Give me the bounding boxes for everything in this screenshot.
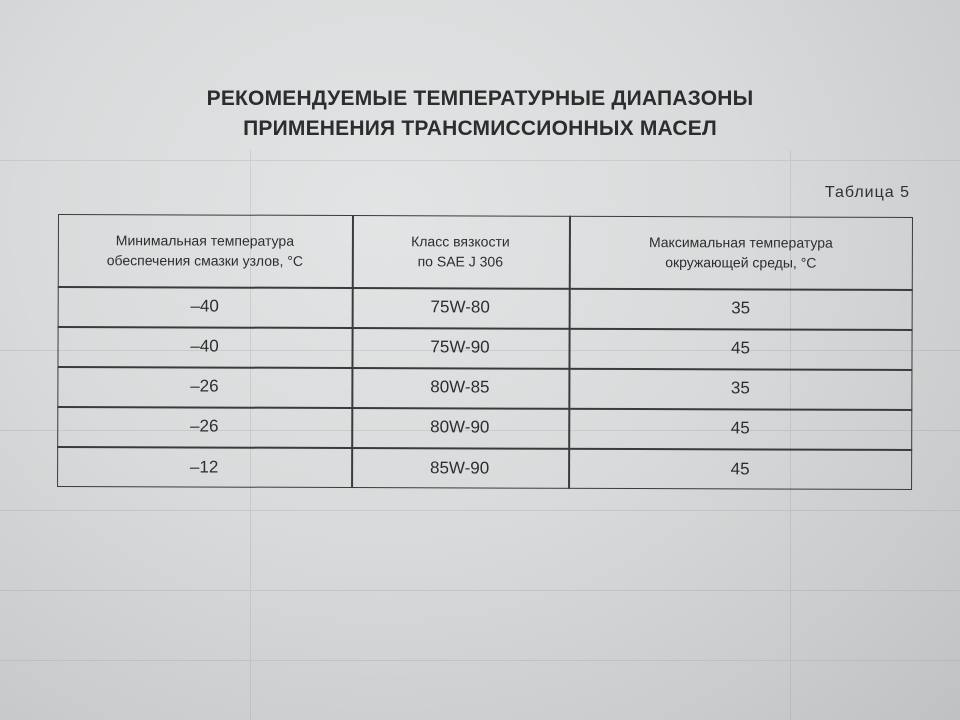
cell-viscosity: 75W-80 [430, 297, 490, 317]
table-caption: Таблица 5 [824, 184, 910, 201]
header-max-temp [569, 216, 913, 289]
cell-viscosity: 80W-90 [430, 417, 490, 437]
cell-max-temp: 45 [730, 458, 750, 478]
header-viscosity-line-2: по SAE J 306 [417, 253, 504, 270]
header-max-temp-line-2: окружающей среды, °С [665, 254, 817, 271]
cell-max-temp: 35 [730, 378, 750, 398]
title-line-1: РЕКОМЕНДУЕМЫЕ ТЕМПЕРАТУРНЫЕ ДИАПАЗОНЫ [206, 87, 754, 110]
cell-viscosity: 80W-85 [430, 377, 490, 397]
cell-min-temp: –26 [190, 376, 219, 396]
temperature-table [57, 214, 913, 490]
header-min-temp-line-2: обеспечения смазки узлов, °С [106, 252, 303, 269]
cell-viscosity: 85W-90 [429, 457, 490, 478]
header-viscosity [352, 215, 569, 288]
header-viscosity-line-1: Класс вязкости [411, 233, 510, 250]
cell-min-temp: –40 [190, 296, 219, 316]
cell-viscosity: 75W-90 [430, 337, 490, 357]
cell-max-temp: 45 [730, 418, 750, 438]
cell-min-temp: –12 [189, 456, 219, 477]
cell-max-temp: 35 [731, 298, 751, 318]
title-line-2: ПРИМЕНЕНИЯ ТРАНСМИССИОННЫХ МАСЕЛ [243, 117, 717, 140]
header-min-temp-line-1: Минимальная температура [115, 232, 295, 249]
header-min-temp [58, 214, 352, 287]
cell-min-temp: –26 [190, 416, 219, 436]
header-max-temp-line-1: Максимальная температура [648, 234, 833, 251]
cell-max-temp: 45 [731, 338, 751, 358]
page-title [0, 84, 960, 144]
cell-min-temp: –40 [190, 336, 219, 356]
